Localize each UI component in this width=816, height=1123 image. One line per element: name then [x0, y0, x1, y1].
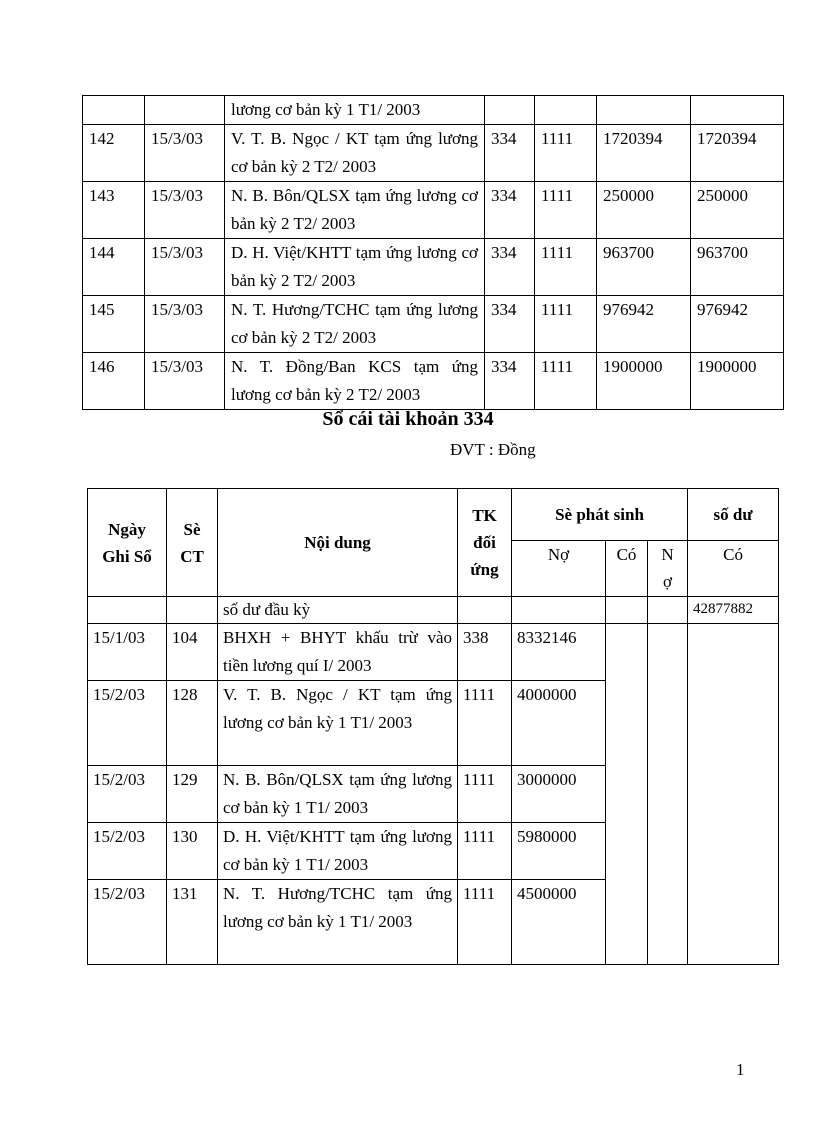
amount-credit: 976942 — [691, 296, 784, 353]
entry-no: 142 — [83, 125, 145, 182]
ledger-contra-account: 1111 — [458, 766, 512, 823]
amount-credit: 1720394 — [691, 125, 784, 182]
entry-date — [145, 96, 225, 125]
ledger-doc-no: 131 — [167, 880, 218, 965]
ledger-debit: 8332146 — [512, 624, 606, 681]
credit-account: 1111 — [535, 296, 597, 353]
journal-row — [83, 125, 784, 182]
entry-content: N. T. Hương/TCHC tạm ứng lương cơ bản kỳ 2 T2/ 2003 — [225, 296, 485, 353]
ledger-header — [88, 489, 779, 597]
ledger-doc-no: 130 — [167, 823, 218, 880]
ledger-credit-column — [606, 624, 648, 965]
unit-label: ĐVT : Đồng — [450, 440, 536, 459]
header-doc-no: Sè CT — [167, 489, 218, 597]
ledger-doc-no: 129 — [167, 766, 218, 823]
debit-account: 334 — [485, 125, 535, 182]
header-balance-debit: N ợ — [648, 541, 688, 597]
amount-debit: 976942 — [597, 296, 691, 353]
ledger-contra-account: 338 — [458, 624, 512, 681]
ledger-balance-debit-column — [648, 624, 688, 965]
header-arising: Sè phát sinh — [512, 489, 688, 541]
ledger-content: N. B. Bôn/QLSX tạm ứng lương cơ bản kỳ 1 T1/ 2003 — [218, 766, 458, 823]
header-content: Nội dung — [218, 489, 458, 597]
debit-account: 334 — [485, 296, 535, 353]
ledger-title: Sổ cái tài khoản 334 — [322, 408, 494, 430]
entry-no: 144 — [83, 239, 145, 296]
amount-credit: 1900000 — [691, 353, 784, 410]
ledger-date: 15/2/03 — [88, 823, 167, 880]
amount-debit: 250000 — [597, 182, 691, 239]
ledger-contra-account: 1111 — [458, 681, 512, 766]
ledger-content: N. T. Hương/TCHC tạm ứng lương cơ bản kỳ 1 T1/ 2003 — [218, 880, 458, 965]
amount-debit: 1900000 — [597, 353, 691, 410]
credit-account: 1111 — [535, 353, 597, 410]
journal-table — [82, 95, 784, 410]
entry-no — [83, 96, 145, 125]
credit-account: 1111 — [535, 239, 597, 296]
ledger-debit: 4000000 — [512, 681, 606, 766]
amount-debit: 963700 — [597, 239, 691, 296]
journal-row — [83, 239, 784, 296]
entry-no: 145 — [83, 296, 145, 353]
entry-content: D. H. Việt/KHTT tạm ứng lương cơ bản kỳ 2 T2/ 2003 — [225, 239, 485, 296]
entry-date: 15/3/03 — [145, 239, 225, 296]
opening-balance-label: số dư đầu kỳ — [218, 597, 458, 624]
entry-no: 146 — [83, 353, 145, 410]
journal-table-body — [83, 96, 784, 410]
credit-account: 1111 — [535, 182, 597, 239]
ledger-row — [88, 624, 779, 681]
ledger-doc-no: 104 — [167, 624, 218, 681]
entry-content: V. T. B. Ngọc / KT tạm ứng lương cơ bản kỳ 2 T2/ 2003 — [225, 125, 485, 182]
journal-row — [83, 182, 784, 239]
header-arising-credit: Có — [606, 541, 648, 597]
entry-content: N. T. Đồng/Ban KCS tạm ứng lương cơ bản kỳ 2 T2/ 2003 — [225, 353, 485, 410]
ledger-debit: 4500000 — [512, 880, 606, 965]
page-number: 1 — [736, 1060, 745, 1079]
ledger-table — [87, 488, 779, 965]
debit-account — [485, 96, 535, 125]
ledger-debit: 3000000 — [512, 766, 606, 823]
header-date: Ngày Ghi Sổ — [88, 489, 167, 597]
amount-credit: 963700 — [691, 239, 784, 296]
entry-no: 143 — [83, 182, 145, 239]
entry-date: 15/3/03 — [145, 125, 225, 182]
ledger-content: V. T. B. Ngọc / KT tạm ứng lương cơ bản kỳ 1 T1/ 2003 — [218, 681, 458, 766]
journal-row — [83, 96, 784, 125]
credit-account — [535, 96, 597, 125]
amount-debit: 1720394 — [597, 125, 691, 182]
header-balance-credit: Có — [688, 541, 779, 597]
ledger-contra-account: 1111 — [458, 880, 512, 965]
ledger-date: 15/2/03 — [88, 880, 167, 965]
ledger-doc-no: 128 — [167, 681, 218, 766]
amount-debit — [597, 96, 691, 125]
debit-account: 334 — [485, 182, 535, 239]
ledger-date: 15/2/03 — [88, 681, 167, 766]
header-arising-debit: Nợ — [512, 541, 606, 597]
ledger-balance-credit-column — [688, 624, 779, 965]
journal-row — [83, 296, 784, 353]
opening-balance-row — [88, 597, 779, 624]
ledger-content: BHXH + BHYT khấu trừ vào tiền lương quí I/ 2003 — [218, 624, 458, 681]
entry-date: 15/3/03 — [145, 353, 225, 410]
ledger-debit: 5980000 — [512, 823, 606, 880]
amount-credit: 250000 — [691, 182, 784, 239]
ledger-content: D. H. Việt/KHTT tạm ứng lương cơ bản kỳ 1 T1/ 2003 — [218, 823, 458, 880]
entry-content: N. B. Bôn/QLSX tạm ứng lương cơ bản kỳ 2 T2/ 2003 — [225, 182, 485, 239]
opening-balance-credit: 42877882 — [688, 597, 779, 624]
amount-credit — [691, 96, 784, 125]
entry-date: 15/3/03 — [145, 296, 225, 353]
journal-row — [83, 353, 784, 410]
header-balance: số dư — [688, 489, 779, 541]
debit-account: 334 — [485, 353, 535, 410]
credit-account: 1111 — [535, 125, 597, 182]
ledger-date: 15/2/03 — [88, 766, 167, 823]
entry-content: lương cơ bản kỳ 1 T1/ 2003 — [225, 96, 485, 125]
entry-date: 15/3/03 — [145, 182, 225, 239]
ledger-date: 15/1/03 — [88, 624, 167, 681]
ledger-contra-account: 1111 — [458, 823, 512, 880]
ledger-body — [88, 597, 779, 965]
debit-account: 334 — [485, 239, 535, 296]
header-contra-account: TK đối ứng — [458, 489, 512, 597]
